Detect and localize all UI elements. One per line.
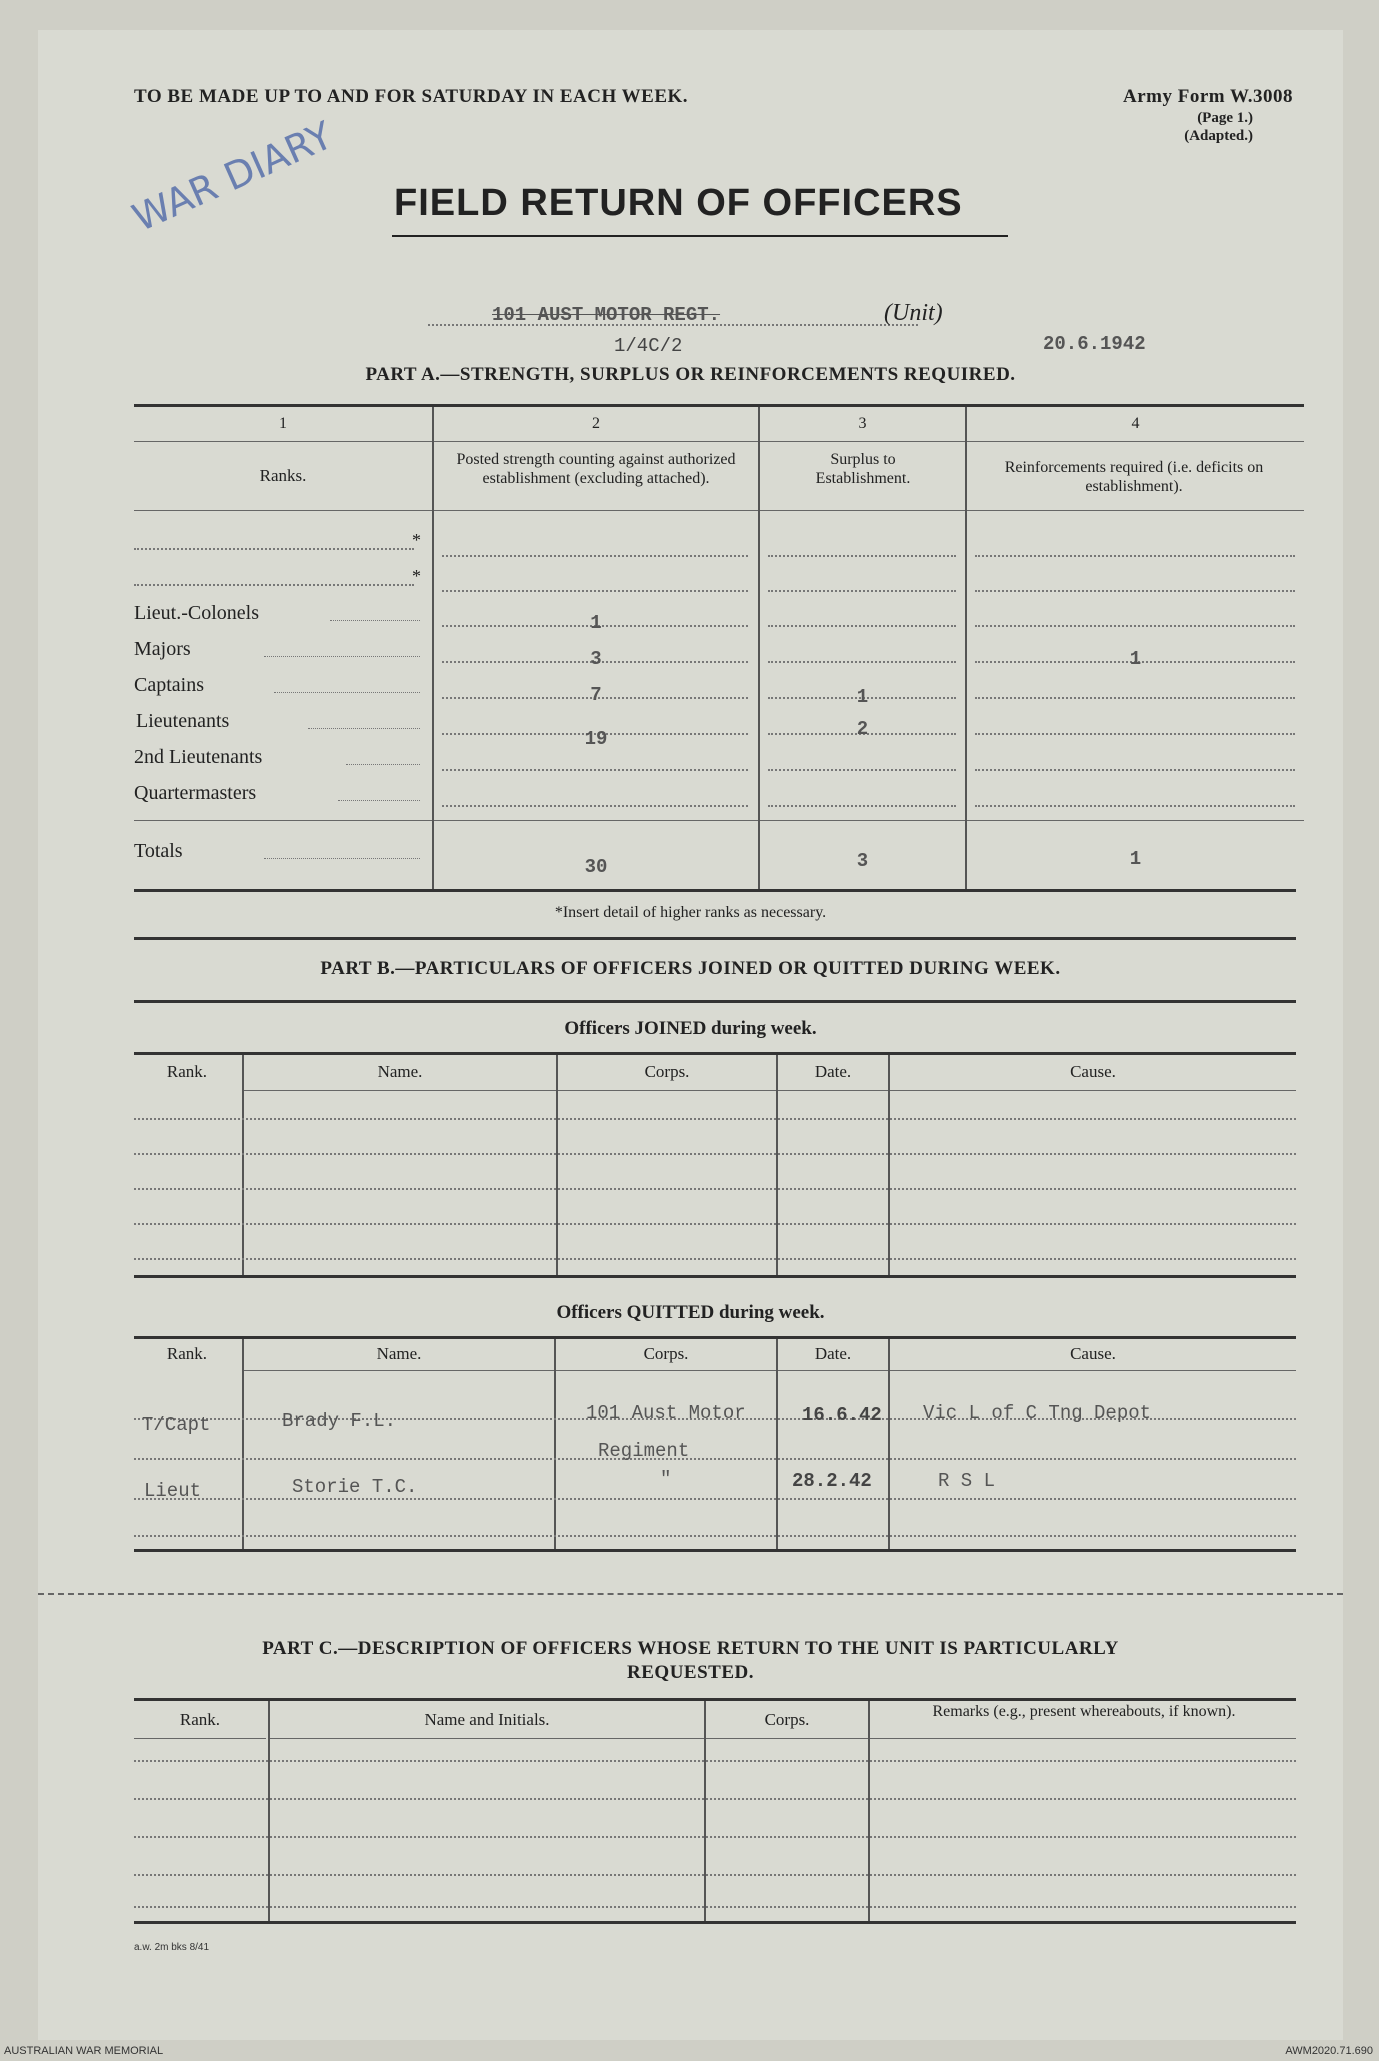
surplus-captains: 1: [856, 686, 869, 708]
form-sheet: [38, 30, 1343, 2040]
unit-name: 101 AUST MOTOR REGT.: [492, 304, 721, 326]
posted-majors: 3: [590, 648, 602, 670]
part-c-remarks-header: Remarks (e.g., present whereabouts, if known).: [932, 1703, 1236, 1720]
posted-captains: 7: [590, 684, 602, 706]
part-c-rank-header: Rank.: [179, 1710, 221, 1729]
print-code: a.w. 2m bks 8/41: [134, 1942, 210, 1953]
part-a-col-divider: [758, 407, 760, 889]
joined-corps-header: Corps.: [644, 1062, 690, 1081]
col-number: 3: [858, 415, 867, 432]
title-underline: [392, 235, 1008, 237]
part-b-title: PART B.—PARTICULARS OF OFFICERS JOINED OR QUITTED DURING WEEK.: [320, 958, 1061, 979]
quitted-corps-header: Corps.: [643, 1344, 689, 1363]
part-c-name-header: Name and Initials.: [424, 1710, 550, 1729]
form-page: (Page 1.): [1197, 110, 1253, 126]
quitted-row-name: Storie T.C.: [292, 1476, 418, 1498]
col-number: 1: [279, 415, 287, 432]
tear-line: [38, 1593, 1343, 1595]
quitted-row-corps: 101 Aust Motor: [586, 1402, 746, 1424]
instruction-line: TO BE MADE UP TO AND FOR SATURDAY IN EACH WEEK.: [134, 86, 689, 107]
quitted-row-date: 28.2.42: [792, 1470, 872, 1492]
part-a-footnote: *Insert detail of higher ranks as necessary.: [554, 904, 827, 921]
quitted-row-cause: R S L: [938, 1470, 996, 1492]
part-c-title: PART C.—DESCRIPTION OF OFFICERS WHOSE RETURN TO THE UNIT IS PARTICULARLY: [262, 1638, 1119, 1659]
surplus-lieutenants: 2: [856, 718, 869, 740]
quitted-row-cause: Vic L of C Tng Depot: [923, 1402, 1152, 1424]
quitted-cause-header: Cause.: [1070, 1344, 1116, 1363]
joined-rank-header: Rank.: [166, 1062, 208, 1081]
rank-label: Lieut.-Colonels: [134, 602, 259, 624]
rank-label: Quartermasters: [134, 782, 257, 804]
joined-name-header: Name.: [377, 1062, 423, 1081]
form-number: Army Form W.3008: [1122, 86, 1293, 107]
part-c-corps-header: Corps.: [764, 1710, 810, 1729]
archive-reference: AWM2020.71.690: [1285, 2045, 1373, 2057]
surplus-header: Surplus to Establishment.: [815, 451, 911, 487]
joined-date-header: Date.: [814, 1062, 852, 1081]
joined-cause-header: Cause.: [1070, 1062, 1116, 1081]
posted-lieut-colonels: 1: [590, 612, 602, 634]
posted-2nd-lieutenants: 19: [584, 728, 608, 750]
quitted-row-corps: ": [660, 1468, 672, 1490]
archive-credit: AUSTRALIAN WAR MEMORIAL: [4, 2045, 164, 2057]
part-a-top-rule: [134, 404, 1304, 407]
reinforcements-header: Reinforcements required (i.e. deficits on establishment).: [1004, 459, 1264, 495]
rank-label: Majors: [134, 638, 191, 660]
posted-strength-header: Posted strength counting against authorized establishment (excluding attached).: [456, 451, 736, 487]
part-c-title-cont: REQUESTED.: [627, 1662, 754, 1683]
col-number: 4: [1131, 415, 1140, 432]
reinf-majors: 1: [1129, 648, 1142, 670]
page-title: FIELD RETURN OF OFFICERS: [394, 182, 963, 224]
totals-label: Totals: [134, 840, 183, 862]
return-date: 20.6.1942: [1043, 333, 1146, 355]
asterisk-mark: *: [412, 530, 421, 550]
total-surplus: 3: [856, 850, 869, 872]
part-a-title: PART A.—STRENGTH, SURPLUS OR REINFORCEMENTS REQUIRED.: [365, 364, 1016, 385]
quitted-row-rank: Lieut: [144, 1480, 202, 1502]
ranks-header: Ranks.: [259, 466, 307, 485]
unit-label: (Unit): [884, 300, 943, 326]
handwritten-war-diary: WAR DIARY: [126, 113, 340, 241]
rank-label: 2nd Lieutenants: [134, 746, 263, 768]
quitted-row-date: 16.6.42: [802, 1404, 882, 1426]
col-number: 2: [592, 415, 600, 432]
quitted-row-name: Brady F.L.: [282, 1410, 397, 1432]
total-reinf: 1: [1129, 848, 1142, 870]
asterisk-mark: *: [412, 566, 421, 586]
unit-reference: 1/4C/2: [614, 335, 683, 357]
quitted-title: Officers QUITTED during week.: [556, 1302, 825, 1323]
quitted-row-corps: Regiment: [598, 1440, 690, 1462]
total-posted: 30: [584, 856, 608, 878]
part-a-bottom-rule: [134, 889, 1296, 892]
quitted-row-rank: T/Capt: [142, 1414, 211, 1436]
form-adapted: (Adapted.): [1184, 128, 1253, 144]
rank-label: Captains: [134, 674, 204, 696]
quitted-name-header: Name.: [376, 1344, 422, 1363]
quitted-date-header: Date.: [814, 1344, 852, 1363]
joined-title: Officers JOINED during week.: [564, 1018, 817, 1039]
rank-label: Lieutenants: [136, 710, 230, 732]
quitted-rank-header: Rank.: [166, 1344, 208, 1363]
